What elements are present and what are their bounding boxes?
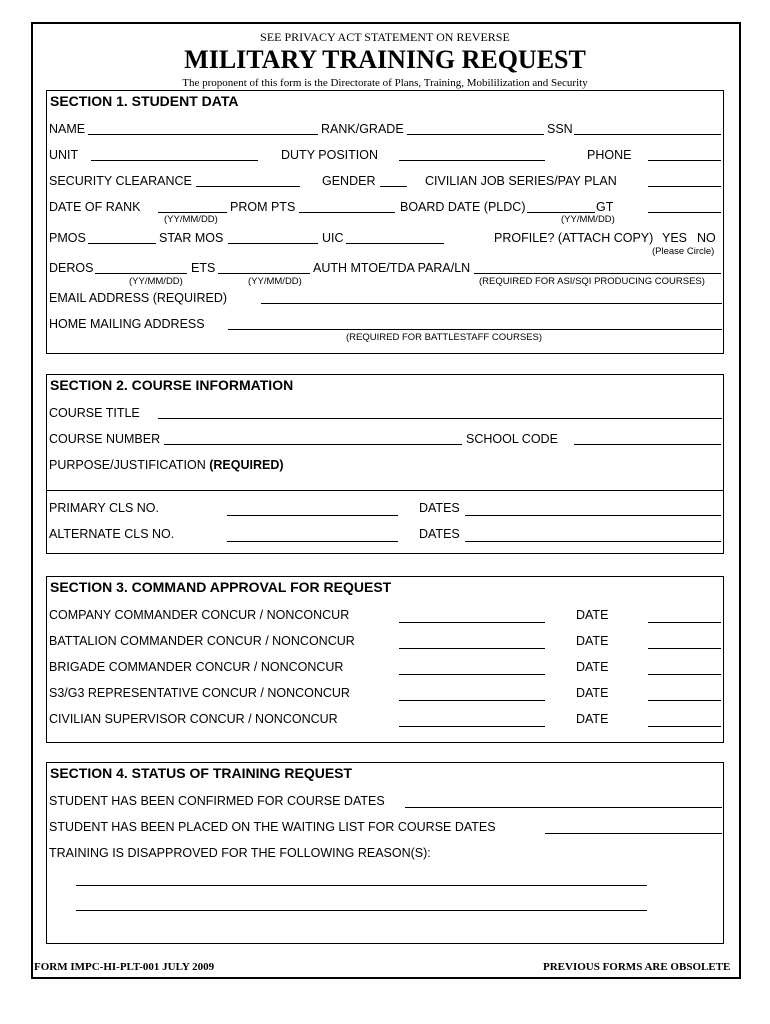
approval-date-label: DATE [576, 712, 609, 726]
date-of-rank-label: DATE OF RANK [49, 200, 141, 214]
date-of-rank-field[interactable] [158, 212, 227, 213]
approval-signature-field[interactable] [399, 700, 545, 701]
deros-format: (YY/MM/DD) [129, 276, 183, 287]
security-clearance-label: SECURITY CLEARANCE [49, 174, 192, 188]
section3-heading: SECTION 3. COMMAND APPROVAL FOR REQUEST [50, 579, 392, 595]
approval-date-field[interactable] [648, 622, 721, 623]
rank-grade-label: RANK/GRADE [321, 122, 404, 136]
confirmed-dates-field[interactable] [405, 807, 722, 808]
date-of-rank-format: (YY/MM/DD) [164, 214, 218, 225]
please-circle-note: (Please Circle) [652, 246, 715, 257]
approval-date-field[interactable] [648, 648, 721, 649]
ssn-field[interactable] [574, 134, 721, 135]
alternate-dates-label: DATES [419, 527, 460, 541]
disapproval-reason-field[interactable] [76, 885, 647, 886]
gender-label: GENDER [322, 174, 376, 188]
duty-position-label: DUTY POSITION [281, 148, 379, 162]
course-number-field[interactable] [164, 444, 462, 445]
rank-grade-field[interactable] [407, 134, 544, 135]
form-title: MILITARY TRAINING REQUEST [184, 45, 586, 74]
phone-field[interactable] [648, 160, 721, 161]
approval-date-label: DATE [576, 608, 609, 622]
school-code-label: SCHOOL CODE [466, 432, 558, 446]
profile-yes-option[interactable]: YES [662, 231, 688, 245]
approval-date-field[interactable] [648, 700, 721, 701]
duty-position-field[interactable] [399, 160, 545, 161]
course-number-label: COURSE NUMBER [49, 432, 161, 446]
disapproval-reason-field[interactable] [76, 910, 647, 911]
primary-cls-label: PRIMARY CLS NO. [49, 501, 159, 515]
form-id: FORM IMPC-HI-PLT-001 JULY 2009 [34, 961, 215, 973]
profile-label: PROFILE? (ATTACH COPY) [494, 231, 654, 245]
unit-field[interactable] [91, 160, 258, 161]
obsolete-note: PREVIOUS FORMS ARE OBSOLETE [543, 961, 731, 973]
approval-row-label: BRIGADE COMMANDER CONCUR / NONCONCUR [49, 660, 344, 674]
board-date-label: BOARD DATE (PLDC) [400, 200, 526, 214]
disapproved-label: TRAINING IS DISAPPROVED FOR THE FOLLOWING REASON(S): [49, 846, 431, 860]
purpose-label [49, 458, 284, 472]
approval-date-label: DATE [576, 634, 609, 648]
ets-format: (YY/MM/DD) [248, 276, 302, 287]
unit-label: UNIT [49, 148, 79, 162]
section4-heading: SECTION 4. STATUS OF TRAINING REQUEST [50, 765, 353, 781]
star-mos-field[interactable] [228, 243, 318, 244]
gt-label: GT [596, 200, 614, 214]
uic-label: UIC [322, 231, 344, 245]
purpose-section-divider [46, 490, 723, 491]
course-title-field[interactable] [158, 418, 722, 419]
approval-date-label: DATE [576, 686, 609, 700]
primary-dates-label: DATES [419, 501, 460, 515]
name-field[interactable] [88, 134, 318, 135]
auth-mtoe-field[interactable] [474, 273, 721, 274]
approval-date-field[interactable] [648, 726, 721, 727]
home-address-label: HOME MAILING ADDRESS [49, 317, 205, 331]
approval-signature-field[interactable] [399, 648, 545, 649]
deros-label: DEROS [49, 261, 94, 275]
civilian-job-label: CIVILIAN JOB SERIES/PAY PLAN [425, 174, 617, 188]
primary-cls-field[interactable] [227, 515, 398, 516]
alternate-cls-field[interactable] [227, 541, 398, 542]
approval-signature-field[interactable] [399, 622, 545, 623]
battlestaff-note: (REQUIRED FOR BATTLESTAFF COURSES) [346, 332, 542, 343]
section2-heading: SECTION 2. COURSE INFORMATION [50, 377, 294, 393]
purpose-text: PURPOSE/JUSTIFICATION [49, 458, 210, 472]
civilian-job-field[interactable] [648, 186, 721, 187]
pmos-label: PMOS [49, 231, 86, 245]
course-title-label: COURSE TITLE [49, 406, 140, 420]
approval-row-label: COMPANY COMMANDER CONCUR / NONCONCUR [49, 608, 350, 622]
approval-date-field[interactable] [648, 674, 721, 675]
approval-row-label: S3/G3 REPRESENTATIVE CONCUR / NONCONCUR [49, 686, 350, 700]
confirmed-label: STUDENT HAS BEEN CONFIRMED FOR COURSE DATES [49, 794, 385, 808]
waiting-list-dates-field[interactable] [545, 833, 722, 834]
pmos-field[interactable] [88, 243, 156, 244]
school-code-field[interactable] [574, 444, 721, 445]
approval-signature-field[interactable] [399, 726, 545, 727]
primary-dates-field[interactable] [465, 515, 721, 516]
asi-required-note: (REQUIRED FOR ASI/SQI PRODUCING COURSES) [479, 276, 705, 287]
email-label: EMAIL ADDRESS (REQUIRED) [49, 291, 228, 305]
approval-row-label: CIVILIAN SUPERVISOR CONCUR / NONCONCUR [49, 712, 338, 726]
ssn-label: SSN [547, 122, 573, 136]
approval-signature-field[interactable] [399, 674, 545, 675]
section1-heading: SECTION 1. STUDENT DATA [50, 93, 239, 109]
prom-pts-label: PROM PTS [230, 200, 296, 214]
uic-field[interactable] [346, 243, 444, 244]
gender-field[interactable] [380, 186, 407, 187]
approval-date-label: DATE [576, 660, 609, 674]
privacy-notice: SEE PRIVACY ACT STATEMENT ON REVERSE [260, 30, 510, 44]
ets-field[interactable] [218, 273, 310, 274]
alternate-cls-label: ALTERNATE CLS NO. [49, 527, 175, 541]
purpose-required: (REQUIRED) [209, 458, 284, 472]
auth-mtoe-label: AUTH MTOE/TDA PARA/LN [313, 261, 471, 275]
deros-field[interactable] [95, 273, 187, 274]
approval-row-label: BATTALION COMMANDER CONCUR / NONCONCUR [49, 634, 355, 648]
phone-label: PHONE [587, 148, 632, 162]
profile-no-option[interactable]: NO [697, 231, 716, 245]
gt-field[interactable] [648, 212, 721, 213]
alternate-dates-field[interactable] [465, 541, 721, 542]
name-label: NAME [49, 122, 86, 136]
star-mos-label: STAR MOS [159, 231, 224, 245]
board-date-format: (YY/MM/DD) [561, 214, 615, 225]
proponent-note: The proponent of this form is the Directorate of Plans, Training, Mobililization and Security [182, 77, 588, 89]
home-address-field[interactable] [228, 329, 722, 330]
email-field[interactable] [261, 303, 722, 304]
prom-pts-field[interactable] [299, 212, 395, 213]
board-date-field[interactable] [527, 212, 595, 213]
ets-label: ETS [191, 261, 216, 275]
security-clearance-field[interactable] [196, 186, 300, 187]
waiting-list-label: STUDENT HAS BEEN PLACED ON THE WAITING LIST FOR COURSE DATES [49, 820, 496, 834]
